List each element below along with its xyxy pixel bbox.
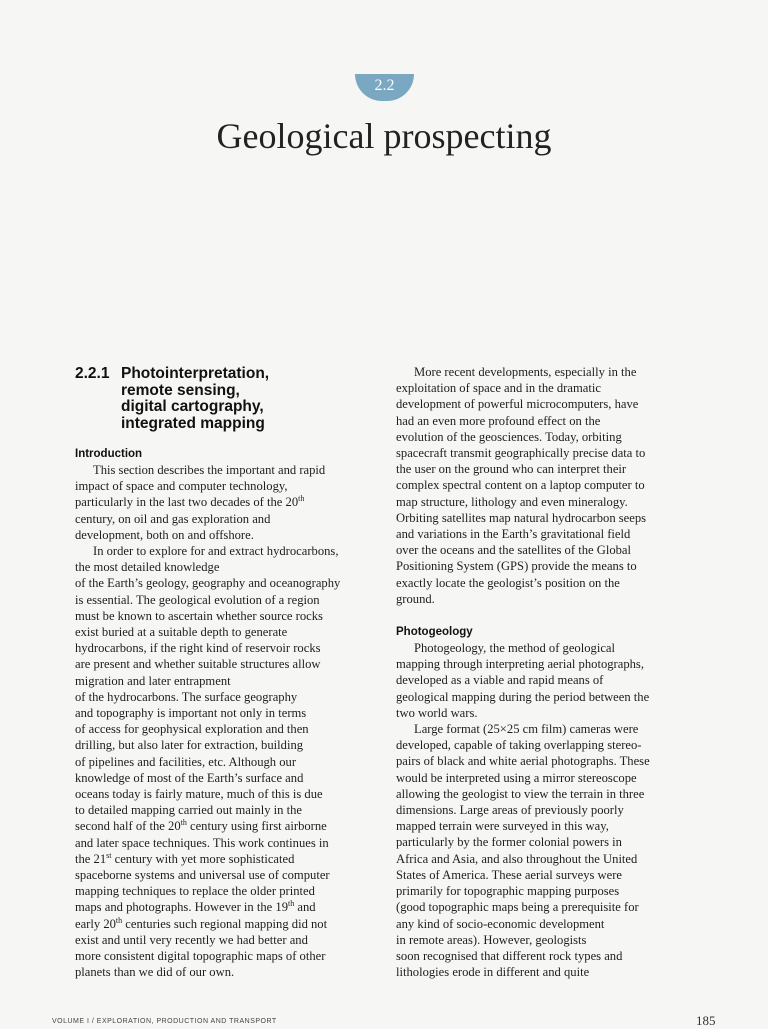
text-line: the user on the ground who can interpret their xyxy=(396,462,627,477)
text-run: the 21 xyxy=(75,851,107,866)
section-number-badge: 2.2 xyxy=(355,74,414,101)
text-line: developed, capable of taking overlapping stereo- xyxy=(396,738,642,753)
text-run: particularly in the last two decades of the 20 xyxy=(75,495,299,510)
text-line: Photogeology, the method of geological xyxy=(414,641,615,656)
text-line: the most detailed knowledge xyxy=(75,560,220,575)
running-footer: VOLUME I / EXPLORATION, PRODUCTION AND TRANSPORT xyxy=(52,1018,277,1025)
page-title: Geological prospecting xyxy=(216,116,552,156)
text-line: exist and until very recently we had better and xyxy=(75,932,308,947)
text-line: development of powerful microcomputers, have xyxy=(396,397,639,412)
text-line: primarily for topographic mapping purposes xyxy=(396,884,620,899)
text-line: Africa and Asia, and also throughout the United xyxy=(396,851,638,866)
text-line: exactly locate the geologist’s position on the xyxy=(396,575,620,590)
text-line: ground. xyxy=(396,591,435,606)
text-line: allowing the geologist to view the terrain in three xyxy=(396,786,645,801)
section-heading-text xyxy=(121,366,370,432)
text-line: planets than we did of our own. xyxy=(75,965,235,980)
text-line: complex spectral content on a laptop computer to xyxy=(396,478,645,493)
subheading-photogeology: Photogeology xyxy=(396,626,473,639)
text-line: lithologies erode in different and quite xyxy=(396,965,590,980)
section-heading-number: 2.2.1 xyxy=(75,365,110,382)
text-line: of pipelines and facilities, etc. Although our xyxy=(75,754,297,769)
text-line: spaceborne systems and universal use of computer xyxy=(75,868,330,883)
text-line xyxy=(75,851,370,867)
text-line: had an even more profound effect on the xyxy=(396,413,601,428)
text-line: of access for geophysical exploration and then xyxy=(75,722,309,737)
text-line: exploitation of space and in the dramatic xyxy=(396,381,601,396)
text-line: exist buried at a suitable depth to generate xyxy=(75,625,288,640)
text-line: (good topographic maps being a prerequisite for xyxy=(396,900,639,915)
text-line: of the hydrocarbons. The surface geography xyxy=(75,689,298,704)
subheading-introduction: Introduction xyxy=(75,448,143,460)
text-line: spacecraft transmit geographically precise data to xyxy=(396,446,646,461)
text-line: development, both on and offshore. xyxy=(75,527,254,542)
text-line: Orbiting satellites map natural hydrocarbon seeps xyxy=(396,510,647,525)
photogeology-paragraph-1 xyxy=(396,640,686,721)
paragraph-spacer xyxy=(396,607,686,624)
right-column xyxy=(396,364,686,980)
superscript: th xyxy=(115,915,123,925)
text-line: is essential. The geological evolution of a region xyxy=(75,592,320,607)
superscript: th xyxy=(288,899,295,909)
section-heading-line: digital cartography, xyxy=(121,398,264,415)
section-heading-line: Photointerpretation, xyxy=(121,365,270,382)
text-line: would be interpreted using a mirror stereoscope xyxy=(396,770,637,785)
text-line: Large format (25×25 cm film) cameras were xyxy=(414,722,639,737)
text-line: any kind of socio-economic development xyxy=(396,916,605,931)
text-line: dimensions. Large areas of previously poorly xyxy=(396,803,624,818)
text-line: and later space techniques. This work continues in xyxy=(75,835,329,850)
text-line: must be known to ascertain whether source rocks xyxy=(75,608,323,623)
text-line: over the oceans and the satellites of the Global xyxy=(396,543,632,558)
superscript: th xyxy=(298,494,305,504)
left-column xyxy=(75,364,370,981)
text-run: century using first airborne xyxy=(186,819,327,834)
text-line: mapped terrain were surveyed in this way, xyxy=(396,819,609,834)
superscript: st xyxy=(106,850,112,860)
text-line: particularly by the former colonial powers in xyxy=(396,835,622,850)
text-line: soon recognised that different rock types and xyxy=(396,948,623,963)
text-line: and variations in the Earth’s gravitational field xyxy=(396,527,631,542)
section-heading-line: remote sensing, xyxy=(121,381,240,399)
section-heading-line: integrated mapping xyxy=(121,414,265,432)
page-number: 185 xyxy=(696,1013,716,1028)
text-line: map structure, lithology and even mineralogy. xyxy=(396,494,628,509)
text-line: to detailed mapping carried out mainly in the xyxy=(75,803,302,818)
superscript: th xyxy=(180,818,187,828)
text-line xyxy=(75,494,370,510)
text-line: mapping through interpreting aerial photographs, xyxy=(396,657,644,672)
text-line: hydrocarbons, if the right kind of reservoir rocks xyxy=(75,641,321,656)
text-line: are present and whether suitable structures allow xyxy=(75,657,321,672)
recent-developments-paragraph xyxy=(396,364,686,607)
text-line: migration and later entrapment xyxy=(75,673,231,688)
intro-paragraph-2 xyxy=(75,543,370,980)
text-line xyxy=(75,818,370,834)
text-run: second half of the 20 xyxy=(75,819,181,834)
text-line: impact of space and computer technology, xyxy=(75,479,288,494)
text-run: century with yet more sophisticated xyxy=(111,851,295,866)
text-line: of the Earth’s geology, geography and oceanography xyxy=(75,576,341,591)
text-line: century, on oil and gas exploration and xyxy=(75,511,271,526)
text-run: and xyxy=(294,900,316,915)
text-line: two world wars. xyxy=(396,705,478,720)
text-line: drilling, but also later for extraction, building xyxy=(75,738,304,753)
text-line: States of America. These aerial surveys were xyxy=(396,867,623,882)
text-line: More recent developments, especially in the xyxy=(414,365,637,379)
text-line: oceans today is fairly mature, much of this is due xyxy=(75,787,323,802)
text-run: centuries such regional mapping did not xyxy=(122,916,328,931)
text-line: In order to explore for and extract hydrocarbons, xyxy=(93,544,339,559)
text-line xyxy=(75,916,370,932)
text-line: mapping techniques to replace the older printed xyxy=(75,884,315,899)
text-line xyxy=(75,899,370,915)
photogeology-paragraph-2 xyxy=(396,721,686,980)
text-line: in remote areas). However, geologists xyxy=(396,932,587,947)
section-heading xyxy=(75,366,370,432)
text-line: developed as a viable and rapid means of xyxy=(396,673,604,688)
text-line: pairs of black and white aerial photographs. These xyxy=(396,754,650,769)
text-line: evolution of the geosciences. Today, orbiting xyxy=(396,429,622,444)
text-run: maps and photographs. However in the 19 xyxy=(75,900,288,915)
text-line: knowledge of most of the Earth’s surface and xyxy=(75,770,304,785)
text-run: early 20 xyxy=(75,916,116,931)
text-line: and topography is important not only in terms xyxy=(75,706,307,721)
text-line: Positioning System (GPS) provide the means to xyxy=(396,559,637,574)
text-line: This section describes the important and rapid xyxy=(93,463,326,477)
intro-paragraph-1 xyxy=(75,462,370,543)
text-line: geological mapping during the period between the xyxy=(396,689,650,704)
text-line: more consistent digital topographic maps of other xyxy=(75,949,326,964)
